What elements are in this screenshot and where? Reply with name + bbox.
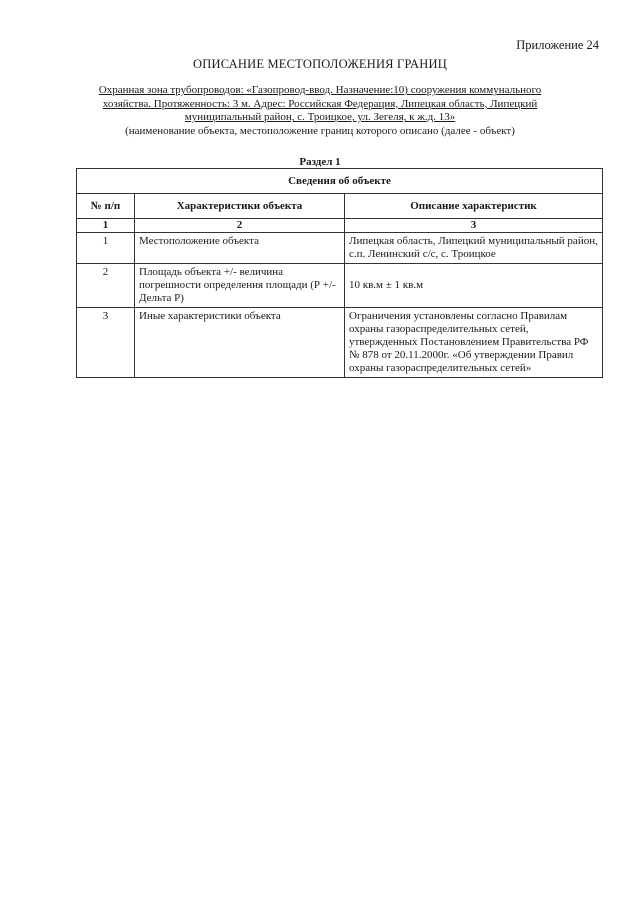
row-number: 2 [77, 264, 135, 308]
table-caption-row [77, 169, 603, 194]
document-title: ОПИСАНИЕ МЕСТОПОЛОЖЕНИЯ ГРАНИЦ [193, 57, 447, 71]
section-title: Раздел 1 [299, 156, 341, 168]
object-line-1: Охранная зона трубопроводов: «Газопровод-ввод. Назначение:10) сооружения коммунального [98, 84, 542, 96]
table-caption: Сведения об объекте [77, 169, 603, 194]
row-characteristic: Иные характеристики объекта [135, 308, 345, 378]
object-line-3: муниципальный район, с. Троицкое, ул. Зегеля, к ж.д. 13» [184, 111, 456, 124]
object-note: (наименование объекта, местоположение границ которого описано (далее - объект) [125, 124, 515, 137]
row-number: 3 [77, 308, 135, 378]
row-characteristic: Площадь объекта +/- величина погрешности определения площади (Р +/- Дельта Р) [135, 264, 345, 308]
column-number-2: 2 [135, 219, 345, 233]
row-number: 1 [77, 233, 135, 264]
header-characteristic: Характеристики объекта [135, 194, 345, 219]
appendix-label: Приложение 24 [516, 38, 599, 52]
table-header-row [77, 194, 603, 219]
column-number-3: 3 [345, 219, 603, 233]
header-description: Описание характеристик [345, 194, 603, 219]
object-info-table [76, 168, 603, 378]
table-row [77, 233, 603, 264]
column-number-row [77, 219, 603, 233]
header-number: № п/п [77, 194, 135, 219]
table-row [77, 264, 603, 308]
row-description: 10 кв.м ± 1 кв.м [345, 264, 603, 308]
row-characteristic: Местоположение объекта [135, 233, 345, 264]
table-row [77, 308, 603, 378]
row-description: Липецкая область, Липецкий муниципальный район, с.п. Ленинский с/с, с. Троицкое [345, 233, 603, 264]
object-description [76, 84, 564, 138]
object-line-2: хозяйства. Протяженность: 3 м. Адрес: Российская Федерация, Липецкая область, Липецкий [102, 97, 538, 110]
column-number-1: 1 [77, 219, 135, 233]
row-description: Ограничения установлены согласно Правилам охраны газораспределительных сетей, утвержденных Постановлением Правительства РФ № 878 от 20.11.2000г. «Об утверждении Правил охраны газораспределительных сетей» [345, 308, 603, 378]
